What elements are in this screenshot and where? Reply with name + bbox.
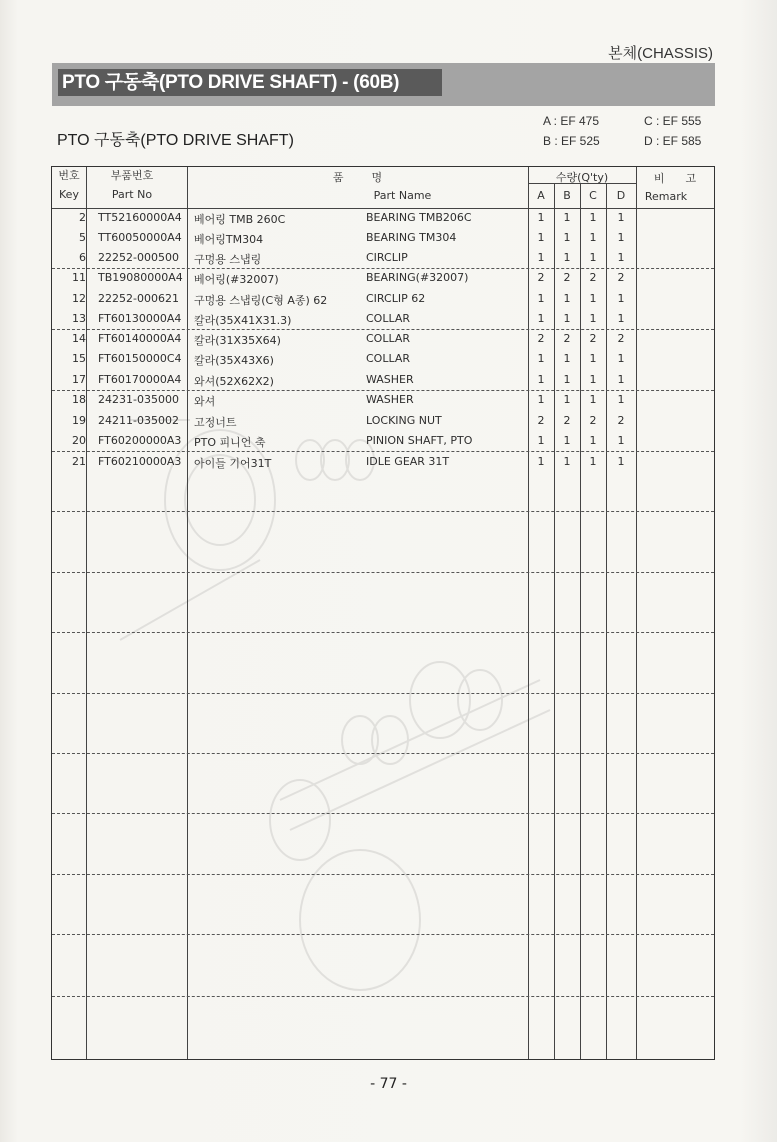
header-qty-d: D [616,189,626,202]
row-key: 13 [72,312,86,325]
row-qty-c: 2 [589,332,597,345]
row-name-kr: 아이들 기어31T [194,457,272,470]
table-row [52,208,714,228]
row-part-no: 24231-035000 [98,393,179,406]
row-key: 2 [79,211,86,224]
row-name-en: BEARING TMB206C [366,211,472,224]
row-qty-b: 1 [563,352,571,365]
row-qty-d: 1 [617,251,625,264]
row-name-en: BEARING TM304 [366,231,457,244]
row-qty-b: 1 [563,292,571,305]
group-separator [52,934,714,935]
row-name-en: IDLE GEAR 31T [366,455,450,468]
row-part-no: TT52160000A4 [98,211,182,224]
table-row [52,452,714,472]
row-qty-c: 1 [589,312,597,325]
row-qty-b: 1 [563,231,571,244]
group-separator [52,813,714,814]
table-row [52,228,714,248]
row-name-kr: 베어링 TMB 260C [194,213,286,226]
row-key: 12 [72,292,86,305]
banner-title: PTO 구동축(PTO DRIVE SHAFT) - (60B) [58,69,442,96]
row-qty-a: 1 [537,312,545,325]
header-qty-a: A [537,189,545,202]
row-name-kr: 구멍용 스냅링(C형 A종) 62 [194,294,328,307]
table-row [52,390,714,410]
row-qty-a: 1 [537,393,545,406]
row-key: 21 [72,455,86,468]
row-name-kr: PTO 피니언 축 [194,436,266,449]
row-qty-d: 1 [617,455,625,468]
header-key-en: Key [59,188,79,201]
header-qty-c: C [589,189,597,202]
parts-table [51,166,715,1060]
header-part-name-en: Part Name [373,189,432,202]
group-separator [52,874,714,875]
table-row [52,248,714,268]
row-qty-c: 1 [589,393,597,406]
row-name-en: WASHER [366,393,414,406]
row-part-no: FT60200000A3 [98,434,182,447]
row-name-en: COLLAR [366,312,411,325]
row-part-no: FT60130000A4 [98,312,182,325]
row-qty-b: 1 [563,373,571,386]
row-name-kr: 고정너트 [194,416,237,429]
row-qty-b: 2 [563,414,571,427]
table-row [52,431,714,451]
row-name-kr: 칼라(31X35X64) [194,334,281,347]
row-key: 11 [72,271,86,284]
row-qty-b: 1 [563,455,571,468]
model-a: A : EF 475 [543,114,600,128]
row-name-kr: 와셔(52X62X2) [194,375,274,388]
row-name-en: PINION SHAFT, PTO [366,434,473,447]
row-qty-a: 1 [537,434,545,447]
row-name-kr: 베어링TM304 [194,233,264,246]
row-qty-d: 1 [617,312,625,325]
row-qty-a: 2 [537,271,545,284]
row-qty-b: 1 [563,251,571,264]
row-part-no: TB19080000A4 [98,271,183,284]
row-qty-d: 2 [617,414,625,427]
header-qty: 수량(Q'ty) [555,171,609,184]
row-key: 20 [72,434,86,447]
table-row [52,411,714,431]
row-key: 14 [72,332,86,345]
model-b: B : EF 525 [543,134,600,148]
header-key-kr: 번호 [58,169,80,182]
row-qty-c: 1 [589,352,597,365]
group-separator [52,511,714,512]
row-name-en: BEARING(#32007) [366,271,469,284]
row-qty-b: 2 [563,271,571,284]
row-qty-c: 2 [589,414,597,427]
title-banner [52,63,715,106]
row-key: 19 [72,414,86,427]
row-part-no: TT60050000A4 [98,231,182,244]
group-separator [52,693,714,694]
row-qty-c: 1 [589,373,597,386]
row-name-kr: 베어링(#32007) [194,273,279,286]
row-qty-a: 1 [537,251,545,264]
row-qty-c: 1 [589,251,597,264]
row-qty-d: 1 [617,211,625,224]
row-name-en: LOCKING NUT [366,414,442,427]
row-part-no: FT60150000C4 [98,352,182,365]
row-qty-c: 1 [589,455,597,468]
row-part-no: FT60140000A4 [98,332,182,345]
row-part-no: FT60210000A3 [98,455,182,468]
row-qty-a: 1 [537,231,545,244]
table-row [52,289,714,309]
row-qty-a: 1 [537,292,545,305]
row-qty-c: 1 [589,211,597,224]
row-name-kr: 칼라(35X43X6) [194,354,274,367]
header-remark-kr: 비 고 [653,172,697,185]
row-qty-d: 2 [617,332,625,345]
header-part-name-kr: 품 명 [332,171,383,184]
row-qty-b: 1 [563,434,571,447]
row-part-no: FT60170000A4 [98,373,182,386]
model-c: C : EF 555 [644,114,702,128]
row-key: 6 [79,251,86,264]
row-qty-a: 1 [537,211,545,224]
row-qty-b: 1 [563,211,571,224]
header-qty-b: B [563,189,571,202]
row-name-en: CIRCLIP [366,251,408,264]
row-qty-a: 1 [537,373,545,386]
row-key: 18 [72,393,86,406]
row-qty-d: 1 [617,393,625,406]
row-name-kr: 와셔 [194,395,216,408]
header-remark-en: Remark [644,190,688,203]
model-d: D : EF 585 [644,134,702,148]
row-qty-d: 2 [617,271,625,284]
row-name-en: WASHER [366,373,414,386]
row-part-no: 24211-035002 [98,414,179,427]
row-qty-b: 2 [563,332,571,345]
row-part-no: 22252-000500 [98,251,179,264]
table-row [52,329,714,349]
header-part-no-kr: 부품번호 [110,169,154,182]
header-part-no-en: Part No [111,188,153,201]
group-separator [52,996,714,997]
row-key: 5 [79,231,86,244]
row-key: 15 [72,352,86,365]
table-row [52,349,714,369]
group-separator [52,572,714,573]
row-part-no: 22252-000621 [98,292,179,305]
row-qty-a: 2 [537,414,545,427]
row-name-en: COLLAR [366,352,411,365]
row-qty-b: 1 [563,312,571,325]
row-name-en: CIRCLIP 62 [366,292,426,305]
row-qty-d: 1 [617,231,625,244]
row-qty-d: 1 [617,352,625,365]
row-qty-d: 1 [617,292,625,305]
row-qty-c: 1 [589,292,597,305]
section-label: 본체(CHASSIS) [608,45,713,62]
table-row [52,370,714,390]
row-name-kr: 구멍용 스냅링 [194,253,262,266]
row-name-en: COLLAR [366,332,411,345]
page-number: - 77 - [370,1076,407,1092]
row-key: 17 [72,373,86,386]
group-separator [52,632,714,633]
row-qty-a: 1 [537,455,545,468]
row-qty-b: 1 [563,393,571,406]
row-name-kr: 칼라(35X41X31.3) [194,314,292,327]
row-qty-a: 1 [537,352,545,365]
row-qty-c: 1 [589,231,597,244]
row-qty-c: 1 [589,434,597,447]
row-qty-a: 2 [537,332,545,345]
row-qty-d: 1 [617,434,625,447]
sub-title: PTO 구동축(PTO DRIVE SHAFT) [57,132,294,149]
table-row [52,268,714,288]
row-qty-d: 1 [617,373,625,386]
group-separator [52,753,714,754]
row-qty-c: 2 [589,271,597,284]
table-row [52,309,714,329]
